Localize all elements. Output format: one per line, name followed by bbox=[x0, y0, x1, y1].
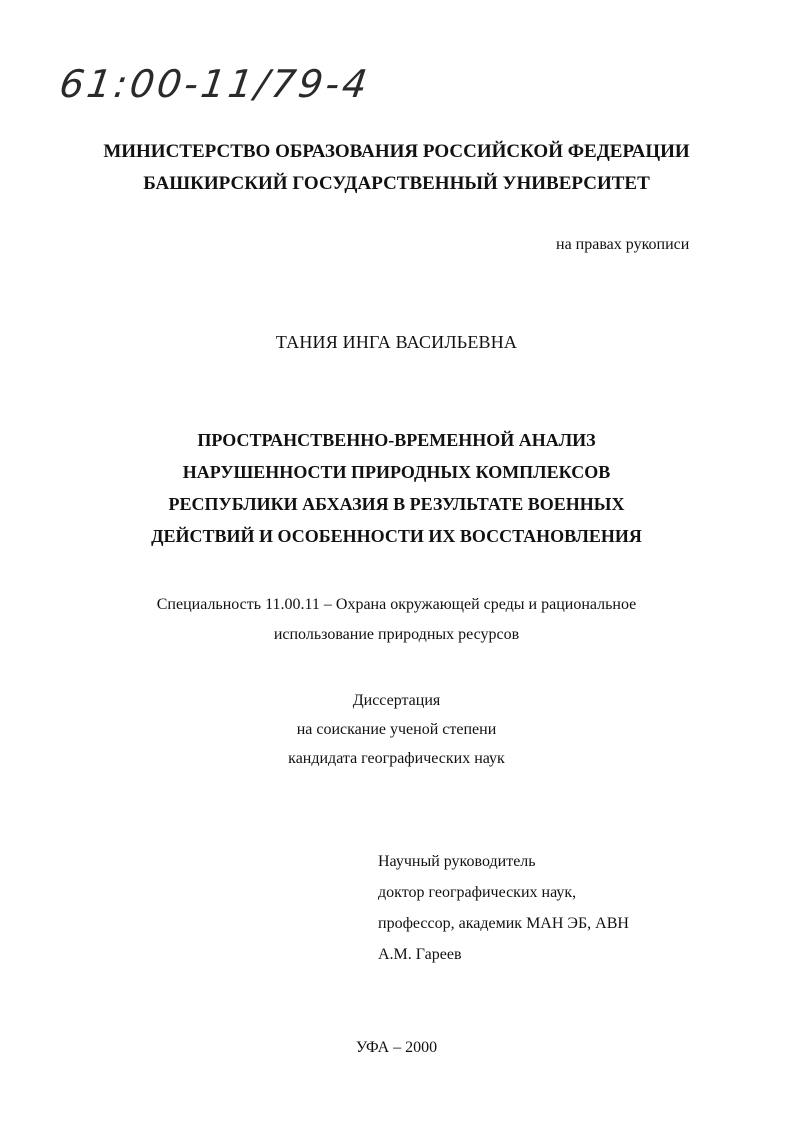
specialty-line: Специальность 11.00.11 – Охрана окружающей среды и рациональное bbox=[156, 596, 637, 613]
title-line: ДЕЙСТВИЙ И ОСОБЕННОСТИ ИХ ВОССТАНОВЛЕНИЯ bbox=[151, 526, 642, 546]
author-name: ТАНИЯ ИНГА ВАСИЛЬЕВНА bbox=[275, 332, 518, 352]
title-line: ПРОСТРАНСТВЕННО-ВРЕМЕННОЙ АНАЛИЗ bbox=[197, 430, 596, 450]
dissertation-title bbox=[0, 424, 793, 552]
institution-header bbox=[0, 136, 793, 200]
supervisor-name: А.М. Гареев bbox=[378, 946, 462, 963]
degree-block bbox=[0, 686, 793, 773]
supervisor-line: Научный руководитель bbox=[378, 853, 536, 870]
ministry-name: МИНИСТЕРСТВО ОБРАЗОВАНИЯ РОССИЙСКОЙ ФЕДЕРАЦИИ bbox=[103, 141, 690, 162]
university-name: БАШКИРСКИЙ ГОСУДАРСТВЕННЫЙ УНИВЕРСИТЕТ bbox=[143, 173, 650, 194]
specialty-line: использование природных ресурсов bbox=[273, 626, 520, 643]
degree-line: на соискание ученой степени bbox=[296, 721, 497, 738]
supervisor-line: профессор, академик МАН ЭБ, АВН bbox=[378, 915, 629, 932]
specialty-block bbox=[0, 590, 793, 650]
title-line: НАРУШЕННОСТИ ПРИРОДНЫХ КОМПЛЕКСОВ bbox=[182, 462, 611, 482]
degree-line: кандидата географических наук bbox=[288, 750, 505, 767]
degree-line: Диссертация bbox=[352, 692, 441, 709]
manuscript-note: на правах рукописи bbox=[556, 236, 690, 253]
supervisor-line: доктор географических наук, bbox=[378, 884, 577, 901]
supervisor-block bbox=[378, 846, 629, 970]
title-line: РЕСПУБЛИКИ АБХАЗИЯ В РЕЗУЛЬТАТЕ ВОЕННЫХ bbox=[168, 494, 625, 514]
handwritten-archive-number: 61:00-11/79-4 bbox=[56, 62, 373, 106]
city-year: УФА – 2000 bbox=[355, 1039, 438, 1056]
